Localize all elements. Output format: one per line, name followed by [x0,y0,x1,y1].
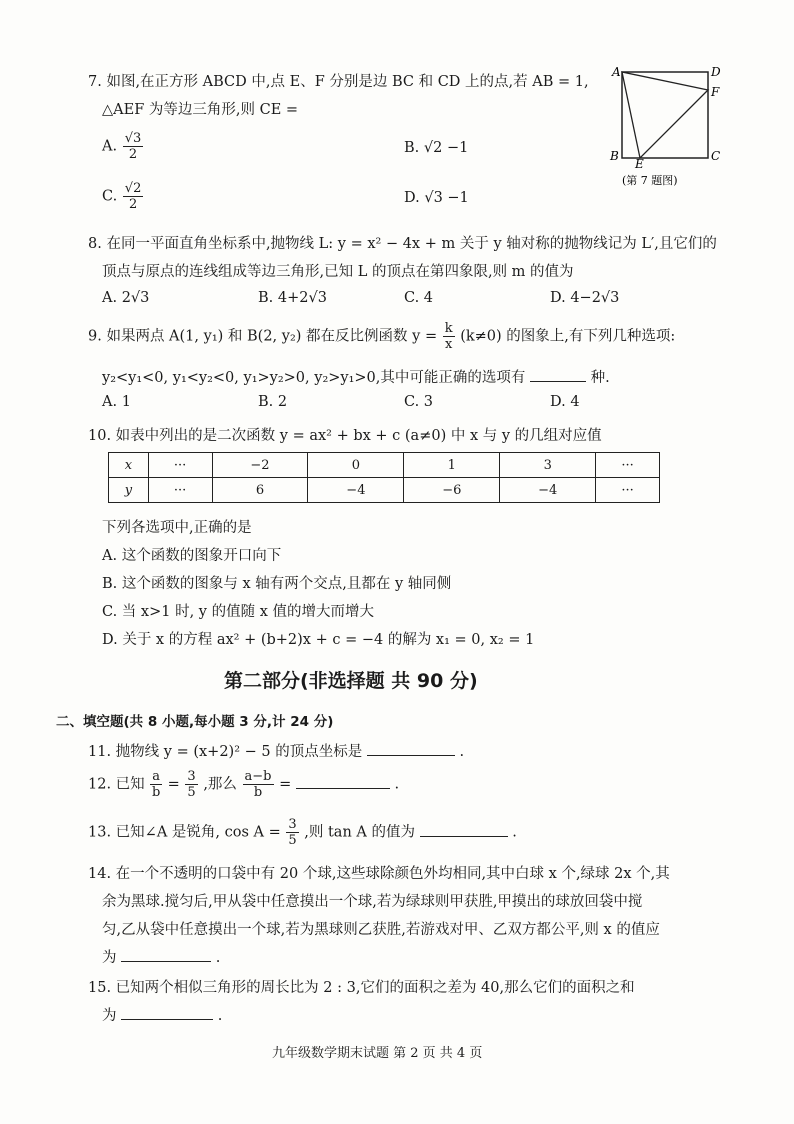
q7-option-b: B. √2 −1 [404,140,469,156]
q12-pre: 12. 已知 [88,776,145,793]
q7-option-c [102,182,144,211]
value-table [108,452,660,503]
q8-option-a: A. 2√3 [102,290,150,306]
frac-den: b [253,785,263,800]
fraction-a-over-b [150,770,162,799]
q10-prompt: 下列各选项中,正确的是 [102,520,252,536]
q9-line1-pre: 9. 如果两点 A(1, y₁) 和 B(2, y₂) 都在反比例函数 y = [88,328,438,345]
q10-option-c: C. 当 x>1 时, y 的值随 x 值的增大而增大 [102,604,374,620]
q9-line2 [102,366,610,387]
table-cell: ··· [148,453,212,478]
q7-line2: △AEF 为等边三角形,则 CE = [102,102,299,118]
q11-post: . [459,744,465,760]
triangle-aef [622,72,708,158]
q8-line1: 8. 在同一平面直角坐标系中,抛物线 L: y = x² − 4x + m 关于 y 轴对称的抛物线记为 L′,且它们的 [88,236,717,252]
q13 [88,818,517,847]
q14-line4-post: . [215,950,221,966]
q9-option-c: C. 3 [404,394,434,410]
q12-mid: ,那么 [203,776,237,793]
q12 [88,770,399,799]
answer-blank[interactable] [296,774,390,789]
q9-option-a: A. 1 [102,394,131,410]
q15-line1: 15. 已知两个相似三角形的周长比为 2 : 3,它们的面积之差为 40,那么它们的面积之和 [88,980,635,996]
frac-den: b [152,785,161,800]
q11 [88,740,464,761]
q12-post: . [394,776,400,793]
option-letter: A. [102,138,118,155]
figure-caption: (第 7 题图) [622,174,678,187]
equals-sign: = [279,776,292,793]
q7-figure [608,62,728,192]
q11-text: 11. 抛物线 y = (x+2)² − 5 的顶点坐标是 [88,744,363,760]
table-cell: 3 [500,453,596,478]
table-cell: ··· [148,478,212,503]
q14-line4 [102,946,220,967]
answer-blank[interactable] [121,947,211,962]
q7-option-a [102,132,144,161]
frac-num: 3 [187,769,196,784]
frac-den: 2 [128,147,138,162]
table-cell: 6 [212,478,308,503]
fraction [123,132,144,161]
q9-line2-pre: y₂<y₁<0, y₁<y₂<0, y₁>y₂>0, y₂>y₁>0,其中可能正确的选项有 [102,370,526,386]
table-cell: −2 [212,453,308,478]
q14-line4-pre: 为 [102,950,117,966]
q13-pre: 13. 已知∠A 是锐角, cos A = [88,824,281,841]
q7-line1: 7. 如图,在正方形 ABCD 中,点 E、F 分别是边 BC 和 CD 上的点,若 AB = 1, [88,74,589,90]
q10-option-d: D. 关于 x 的方程 ax² + (b+2)x + c = −4 的解为 x₁ = 0, x₂ = 1 [102,632,535,648]
answer-blank[interactable] [420,822,508,837]
table-row-x [109,453,660,478]
table-row-y [109,478,660,503]
label-c: C [711,149,721,163]
answer-blank[interactable] [530,367,586,382]
q15-line2 [102,1004,222,1025]
q10-option-b: B. 这个函数的图象与 x 轴有两个交点,且都在 y 轴同侧 [102,576,452,592]
q10-option-a: A. 这个函数的图象开口向下 [102,548,282,564]
answer-blank[interactable] [121,1005,213,1020]
fraction-3-over-5 [185,770,197,799]
q8-line2: 顶点与原点的连线组成等边三角形,已知 L 的顶点在第四象限,则 m 的值为 [102,264,574,280]
table-cell: y [109,478,149,503]
answer-blank[interactable] [367,741,455,756]
frac-num: a [152,769,161,784]
frac-den: 5 [288,833,297,848]
frac-num: √2 [124,181,142,196]
q15-line2-post: . [217,1008,223,1024]
equals-sign: = [167,776,180,793]
table-cell: −4 [500,478,596,503]
frac-num: √3 [124,131,142,146]
q9-option-d: D. 4 [550,394,580,410]
fraction-3-over-5 [286,818,298,847]
label-a: A [612,65,621,79]
q9-line2-post: 种. [590,370,610,386]
q13-post: . [512,824,517,841]
label-f: F [711,85,720,99]
q14-line2: 余为黑球.搅匀后,甲从袋中任意摸出一个球,若为绿球则甲获胜,甲摸出的球放回袋中搅 [102,894,643,910]
q8-option-d: D. 4−2√3 [550,290,620,306]
label-b: B [610,149,619,163]
frac-den: 5 [187,785,196,800]
table-cell: −6 [404,478,500,503]
fraction [123,182,144,211]
fraction-amb-over-b [243,770,274,799]
fraction-k-over-x [443,322,455,351]
q9-line1-post: (k≠0) 的图象上,有下列几种选项: [460,328,676,345]
option-letter: C. [102,188,118,205]
label-e: E [635,157,644,171]
q8-option-b: B. 4+2√3 [258,290,327,306]
table-cell: 0 [308,453,404,478]
q8-option-c: C. 4 [404,290,434,306]
frac-num: a−b [244,769,272,784]
q7-option-d: D. √3 −1 [404,190,469,206]
table-cell: ··· [596,453,660,478]
label-d: D [711,65,721,79]
q10-line1: 10. 如表中列出的是二次函数 y = ax² + bx + c (a≠0) 中 x 与 y 的几组对应值 [88,428,602,444]
part2-heading: 第二部分(非选择题 共 90 分) [224,670,478,692]
table-cell: −4 [308,478,404,503]
q15-line2-pre: 为 [102,1008,117,1024]
frac-num: 3 [288,817,297,832]
table-cell: x [109,453,149,478]
section-fill-in: 二、填空题(共 8 小题,每小题 3 分,计 24 分) [56,714,334,730]
q13-mid: ,则 tan A 的值为 [304,824,415,841]
frac-num: k [444,321,453,336]
q14-line3: 匀,乙从袋中任意摸出一个球,若为黑球则乙获胜,若游戏对甲、乙双方都公平,则 x 的值应 [102,922,660,938]
square-abcd [622,72,708,158]
q14-line1: 14. 在一个不透明的口袋中有 20 个球,这些球除颜色外均相同,其中白球 x 个,绿球 2x 个,其 [88,866,670,882]
frac-den: x [444,337,453,352]
q9-option-b: B. 2 [258,394,288,410]
frac-den: 2 [128,197,138,212]
page-footer: 九年级数学期末试题 第 2 页 共 4 页 [272,1046,483,1061]
q9-line1 [88,322,675,351]
table-cell: ··· [596,478,660,503]
table-cell: 1 [404,453,500,478]
